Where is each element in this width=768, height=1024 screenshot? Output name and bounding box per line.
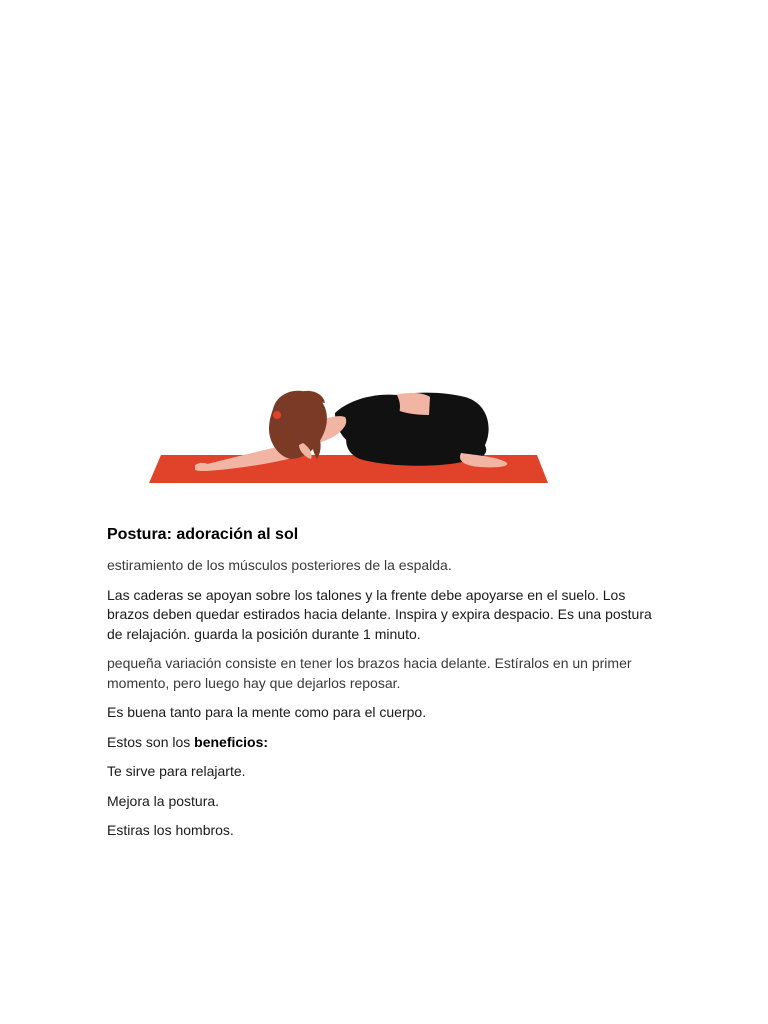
benefits-label: beneficios: [194, 733, 269, 750]
benefit-item-shoulders: Estiras los hombros. [107, 822, 234, 838]
paragraph-muscles: estiramiento de los músculos posteriores de la espalda. [107, 557, 452, 573]
document-body [107, 525, 667, 851]
benefits-intro-text: Estos son los [107, 733, 195, 750]
paragraph-mind-body: Es buena tanto para la mente como para el cuerpo. [107, 704, 427, 720]
paragraph-variation: pequeña variación consiste en tener los brazos hacia delante. Estíralos en un primer momento, pero luego hay que dejarlos reposar. [107, 655, 632, 691]
benefit-item-relax: Te sirve para relajarte. [107, 763, 246, 779]
paragraph-benefits-intro [107, 733, 667, 753]
paragraph-instructions: Las caderas se apoyan sobre los talones y la frente debe apoyarse en el suelo. Los brazos deben quedar estirados hacia delante. Inspira y expira despacio. Es una postura de relajación. guarda la posición durante 1 minuto. [107, 586, 652, 642]
child-pose-yoga-icon [145, 383, 555, 491]
page-title: Postura: adoración al sol [107, 526, 299, 543]
benefit-item-posture: Mejora la postura. [107, 792, 220, 809]
